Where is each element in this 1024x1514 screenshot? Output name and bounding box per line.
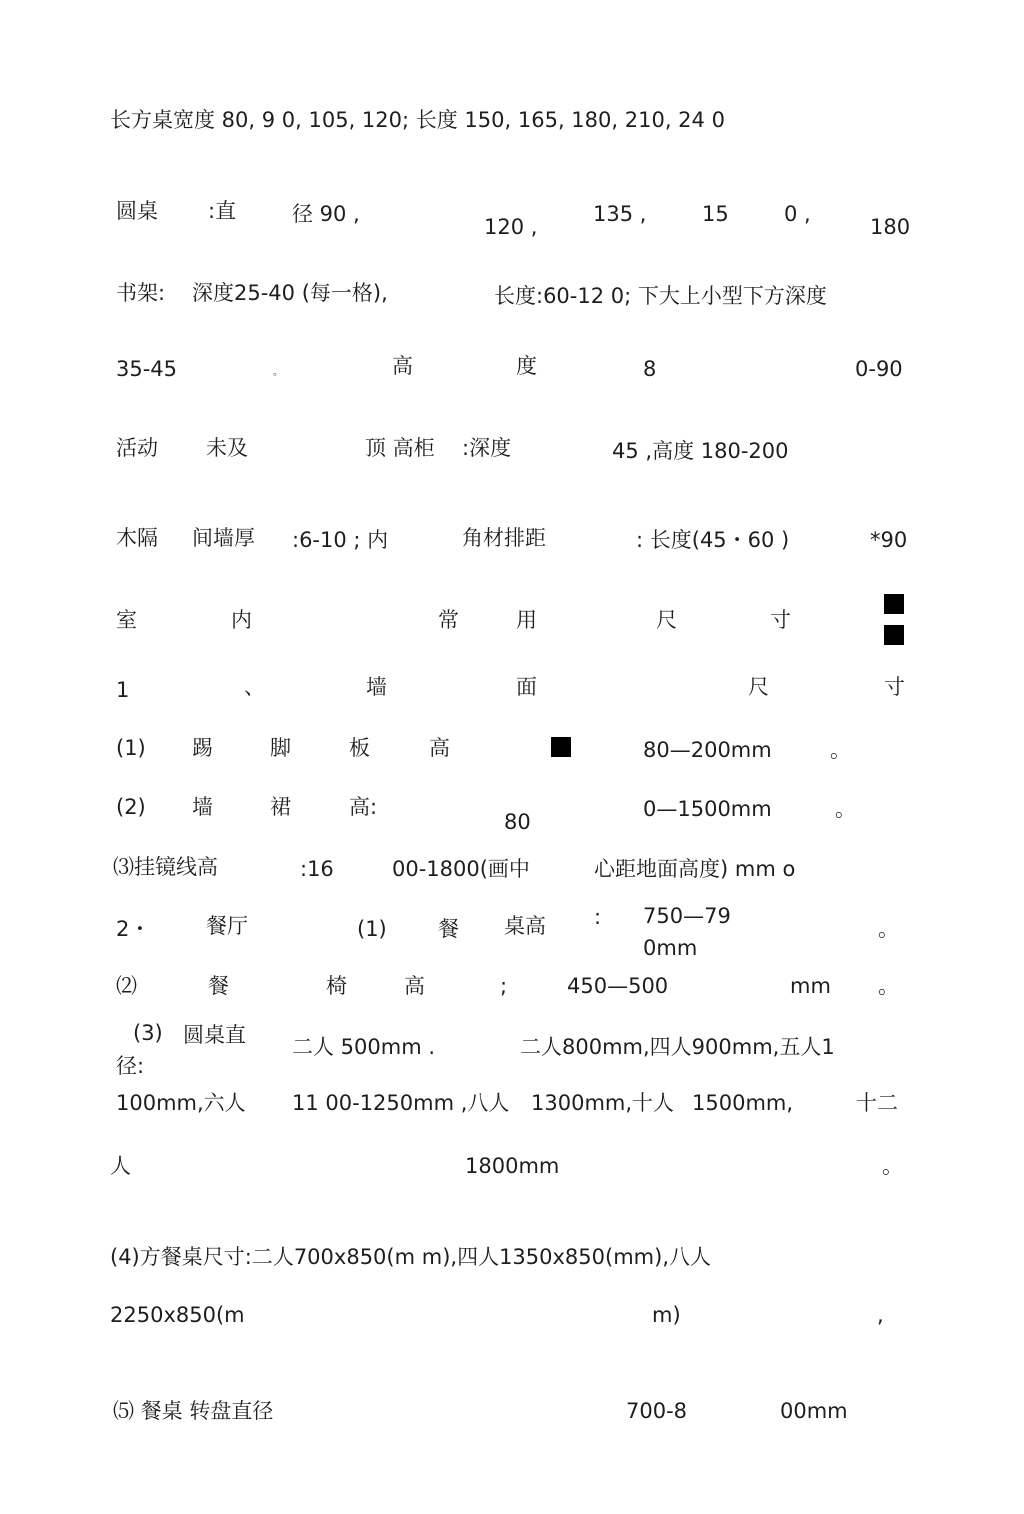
dining-table-height: 0mm [643,936,698,960]
skirting-item: 脚 [270,736,291,760]
round-table-label: 圆桌 [116,199,158,223]
section-heading-char: 室 [116,608,137,632]
round-table-text: :直 [208,199,237,223]
picture-rail-item: 心距地面高度) mm o [594,857,796,881]
partition-text: *90 [870,528,908,552]
partition-text: :6-10 ; 内 [292,528,389,552]
chair-height-unit: mm [790,974,831,998]
black-square-mark [884,594,904,614]
round-table-text: 径 90 , [292,202,360,226]
section-heading-char: 内 [231,608,252,632]
turntable-value: 700-8 [626,1399,688,1423]
dining-heading: 餐厅 [206,914,248,938]
round-table-value: 15 [702,202,729,226]
dining-item: : [594,905,602,929]
cabinet-text: :深度 [462,436,512,460]
round-table-value: 180 [870,215,911,239]
black-square-mark [551,737,571,757]
height-value: 8 [643,357,657,381]
chair-item: 餐 [208,974,229,998]
chair-item: ⑵ [116,974,137,998]
dining-item: (1) [357,917,387,941]
square-dining-table: (4)方餐桌尺寸:二人700x850(m m),四人1350x850(mm),八人 [110,1245,711,1269]
section-heading-char: 尺 [656,608,677,632]
chair-item: ; [500,974,508,998]
wainscot-value: 80 [504,810,531,834]
dining-heading: 2・ [116,917,151,941]
round-dining-item: 二人 500mm . [292,1035,436,1059]
cabinet-text: 活动 [116,436,158,460]
wainscot-item: 高: [349,795,378,819]
chair-height-value: 450—500 [567,974,669,998]
height-value: 0-90 [855,357,903,381]
dining-item: 餐 [438,917,459,941]
bookshelf-depth-lower: 35-45 [116,357,178,381]
rect-table-dimensions: 长方桌宽度 80, 9 0, 105, 120; 长度 150, 165, 180, 210, 24 0 [110,108,725,132]
skirting-period: 。 [830,738,851,762]
skirting-value: 80—200mm [643,738,772,762]
wall-heading: 尺 [748,675,769,699]
section-heading-char: 常 [438,608,459,632]
turntable-value: 00mm [780,1399,848,1423]
partition-text: 木隔 [116,526,158,550]
black-square-mark [884,625,904,645]
skirting-item: 高 [429,736,450,760]
wainscot-period: 。 [835,797,856,821]
bookshelf-length: 长度:60-12 0; 下大上小型下方深度 [494,284,827,308]
round-dining-twelve: 人 [110,1154,131,1178]
wainscot-value: 0—1500mm [643,797,772,821]
round-dining-sizes: 1300mm,十人 [531,1091,675,1115]
chair-item: 椅 [326,974,347,998]
round-dining-sizes: 11 00-1250mm ,八人 [292,1091,510,1115]
wall-heading: 寸 [884,675,905,699]
cabinet-text: 顶 高柜 [365,436,435,460]
round-table-value: 120 , [484,215,538,239]
bookshelf-label: 书架: [116,281,166,305]
round-dining-twelve: 1800mm [465,1154,560,1178]
cabinet-dimensions: 45 ,高度 180-200 [612,439,789,463]
wall-heading: 1 [116,678,130,702]
wall-heading: 墙 [366,675,387,699]
wainscot-item: 裙 [270,795,291,819]
section-heading-char: 用 [516,608,537,632]
chair-period: 。 [878,974,899,998]
picture-rail-item: 00-1800(画中 [392,857,530,881]
turntable-item: ⑸ 餐桌 转盘直径 [113,1399,274,1423]
round-dining-item: (3) [133,1021,163,1045]
round-dining-sizes: 1500mm, [692,1091,794,1115]
round-dining-item: 径: [116,1054,145,1078]
round-dining-sizes: 十二 [856,1091,898,1115]
picture-rail-item: :16 [300,857,334,881]
bookshelf-depth: 深度25-40 (每一格), [192,281,388,305]
wall-heading: 、 [244,675,265,699]
round-table-value: 135 , [593,202,647,226]
cabinet-text: 未及 [206,436,248,460]
dining-item: 桌高 [504,914,546,938]
round-dining-period: 。 [882,1154,903,1178]
partition-text: 角材排距 [462,526,546,550]
square-dining-table: 2250x850(m [110,1303,245,1327]
section-heading-char: 寸 [770,608,791,632]
round-dining-item: 二人800mm,四人900mm,五人1 [520,1035,835,1059]
height-label: 高 [392,354,413,378]
dining-table-height: 750—79 [643,904,731,928]
round-table-value: 0 , [784,202,811,226]
chair-item: 高 [404,974,425,998]
partition-text: : 长度(45・60 ) [636,528,790,552]
round-dining-item: 圆桌直 [183,1023,246,1047]
wainscot-item: (2) [116,795,146,819]
small-mark: 。 [273,367,283,378]
skirting-item: (1) [116,736,146,760]
wainscot-item: 墙 [192,795,213,819]
height-label: 度 [516,354,537,378]
round-dining-sizes: 100mm,六人 [116,1091,246,1115]
square-dining-table: m) [652,1303,681,1327]
square-dining-comma: , [877,1303,884,1327]
dining-period: 。 [878,917,899,941]
partition-text: 间墙厚 [192,526,255,550]
picture-rail-item: ⑶挂镜线高 [113,855,218,879]
skirting-item: 板 [349,736,370,760]
skirting-item: 踢 [192,736,213,760]
wall-heading: 面 [516,675,537,699]
